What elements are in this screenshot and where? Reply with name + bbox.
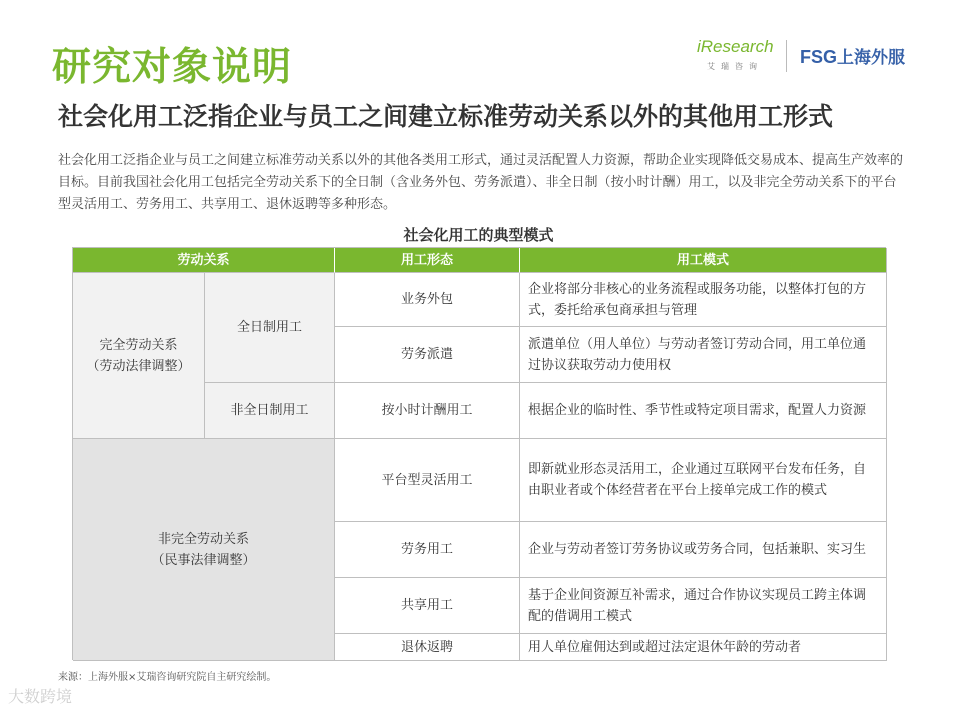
form-cell: 按小时计酬用工 — [335, 383, 520, 439]
header-labor-relation: 劳动关系 — [73, 248, 335, 273]
subgroup-full-time: 全日制用工 — [205, 273, 335, 383]
logo-divider — [786, 40, 787, 72]
iresearch-logo-text: iResearch — [697, 37, 774, 56]
form-cell: 共享用工 — [335, 578, 520, 634]
subgroup-part-time: 非全日制用工 — [205, 383, 335, 439]
mode-cell: 用人单位雇佣达到或超过法定退休年龄的劳动者 — [520, 634, 887, 661]
mode-cell: 企业将部分非核心的业务流程或服务功能，以整体打包的方式，委托给承包商承担与管理 — [520, 273, 887, 327]
mode-cell: 企业与劳动者签订劳务协议或劳务合同，包括兼职、实习生 — [520, 522, 887, 578]
form-cell: 平台型灵活用工 — [335, 439, 520, 522]
intro-paragraph: 社会化用工泛指企业与员工之间建立标准劳动关系以外的其他各类用工形式，通过灵活配置人力资源，帮助企业实现降低交易成本、提高生产效率的目标。目前我国社会化用工包括完全劳动关系下的全日制（含业务外包、劳务派遣）、非全日制（按小时计酬）用工，以及非完全劳动关系下的平台型灵活用工、劳务用工、共享用工、退休返聘等多种形态。 — [58, 153, 904, 212]
page-title: 研究对象说明 — [52, 45, 293, 90]
form-cell: 退休返聘 — [335, 634, 520, 661]
mode-cell: 根据企业的临时性、季节性或特定项目需求，配置人力资源 — [520, 383, 887, 439]
iresearch-logo — [693, 37, 773, 75]
fsg-logo-text: FSG — [800, 47, 838, 67]
form-cell: 劳务用工 — [335, 522, 520, 578]
mode-cell: 基于企业间资源互补需求，通过合作协议实现员工跨主体调配的借调用工模式 — [520, 578, 887, 634]
form-cell: 劳务派遣 — [335, 327, 520, 383]
mode-cell: 即新就业形态灵活用工，企业通过互联网平台发布任务，自由职业者或个体经营者在平台上接单完成工作的模式 — [520, 439, 887, 522]
watermark: 大数跨境 — [8, 687, 73, 706]
form-cell: 业务外包 — [335, 273, 520, 327]
fsg-logo-cn: 上海外服 — [837, 48, 906, 68]
source-note: 来源：上海外服×艾瑞咨询研究院自主研究绘制。 — [58, 672, 277, 683]
group-partial-labor-relation: 非完全劳动关系 （民事法律调整） — [73, 439, 335, 661]
fsg-logo — [800, 43, 905, 68]
table-title: 社会化用工的典型模式 — [403, 226, 554, 244]
header-employment-form: 用工形态 — [335, 248, 520, 273]
iresearch-logo-subtext: 艾瑞咨询 — [707, 62, 763, 71]
mode-cell: 派遣单位（用人单位）与劳动者签订劳动合同，用工单位通过协议获取劳动力使用权 — [520, 327, 887, 383]
group-full-labor-relation: 完全劳动关系 （劳动法律调整） — [73, 273, 205, 439]
employment-modes-table — [72, 247, 886, 660]
header-employment-mode: 用工模式 — [520, 248, 887, 273]
page-subtitle: 社会化用工泛指企业与员工之间建立标准劳动关系以外的其他用工形式 — [58, 102, 834, 131]
